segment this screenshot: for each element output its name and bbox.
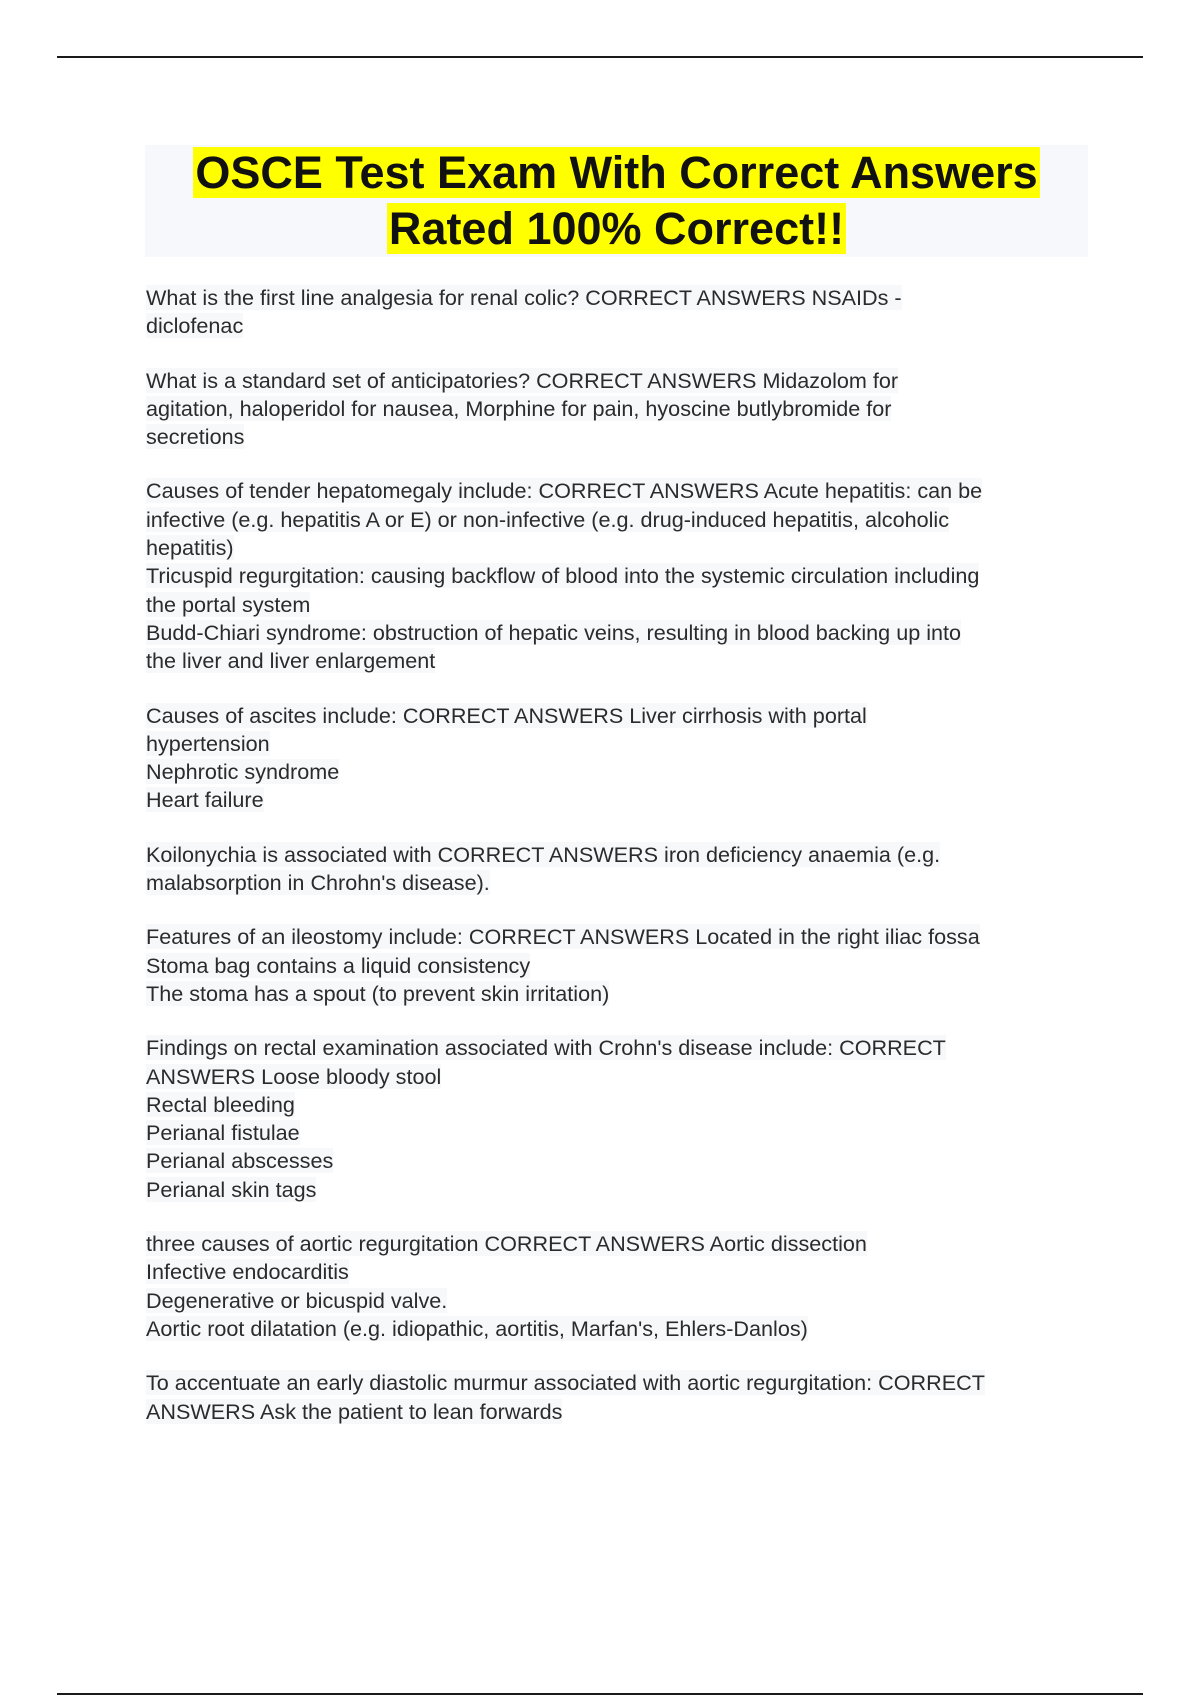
qa-item — [146, 477, 1092, 675]
qa-line — [146, 730, 1092, 758]
qa-line — [146, 395, 1092, 423]
qa-line-text: Stoma bag contains a liquid consistency — [146, 952, 531, 978]
qa-line-text: agitation, haloperidol for nausea, Morphine for pain, hyoscine butlybromide for — [146, 395, 892, 421]
qa-line-text: Degenerative or bicuspid valve. — [146, 1287, 448, 1313]
qa-line-text: Rectal bleeding — [146, 1091, 295, 1117]
qa-line-text: What is the first line analgesia for renal colic? CORRECT ANSWERS NSAIDs - — [146, 285, 902, 310]
qa-line — [146, 1091, 1092, 1119]
qa-line — [146, 1258, 1092, 1286]
qa-line — [146, 619, 1092, 647]
qa-line-text: Heart failure — [146, 787, 264, 813]
qa-item — [146, 702, 1092, 815]
qa-line — [146, 284, 1092, 312]
qa-line-text: secretions — [146, 424, 245, 450]
qa-item — [146, 1369, 1092, 1426]
qa-item — [146, 1034, 1092, 1204]
qa-line — [146, 534, 1092, 562]
qa-line-text: ANSWERS Loose bloody stool — [146, 1063, 442, 1089]
qa-item — [146, 1230, 1092, 1343]
qa-line-text: To accentuate an early diastolic murmur associated with aortic regurgitation: CORRECT — [146, 1370, 985, 1396]
qa-line — [146, 1287, 1092, 1315]
qa-line — [146, 1063, 1092, 1091]
qa-line — [146, 1230, 1092, 1258]
qa-line-text: ANSWERS Ask the patient to lean forwards — [146, 1398, 563, 1424]
qa-line-text: Budd-Chiari syndrome: obstruction of hepatic veins, resulting in blood backing up into — [146, 619, 962, 645]
qa-line — [146, 506, 1092, 534]
qa-line-text: malabsorption in Chrohn's disease). — [146, 870, 490, 896]
qa-line — [146, 312, 1092, 340]
qa-line-text: Causes of tender hepatomegaly include: CORRECT ANSWERS Acute hepatitis: can be — [146, 478, 983, 504]
qa-line — [146, 591, 1092, 619]
qa-line-text: Features of an ileostomy include: CORRECT ANSWERS Located in the right iliac fossa — [146, 924, 980, 950]
qa-line — [146, 1369, 1092, 1397]
qa-list — [146, 284, 1092, 1452]
qa-line-text: Perianal fistulae — [146, 1120, 300, 1146]
qa-item — [146, 841, 1092, 898]
qa-line-text: the portal system — [146, 591, 311, 617]
qa-line-text: Koilonychia is associated with CORRECT ANSWERS iron deficiency anaemia (e.g. — [146, 841, 941, 867]
qa-line-text: Aortic root dilatation (e.g. idiopathic, aortitis, Marfan's, Ehlers-Danlos) — [146, 1315, 808, 1341]
qa-item — [146, 367, 1092, 452]
qa-line-text: The stoma has a spout (to prevent skin irritation) — [146, 980, 610, 1006]
qa-line-text: the liver and liver enlargement — [146, 648, 436, 674]
qa-line — [146, 952, 1092, 980]
qa-line — [146, 477, 1092, 505]
qa-line-text: Infective endocarditis — [146, 1259, 349, 1285]
qa-line-text: hepatitis) — [146, 535, 234, 561]
qa-line-text: Causes of ascites include: CORRECT ANSWERS Liver cirrhosis with portal — [146, 702, 867, 728]
qa-line — [146, 1315, 1092, 1343]
qa-line — [146, 423, 1092, 451]
qa-line-text: hypertension — [146, 730, 270, 756]
qa-line — [146, 758, 1092, 786]
qa-line — [146, 1147, 1092, 1175]
qa-line — [146, 647, 1092, 675]
qa-line — [146, 1034, 1092, 1062]
qa-line — [146, 980, 1092, 1008]
qa-line-text: diclofenac — [146, 313, 244, 339]
qa-line — [146, 702, 1092, 730]
qa-line-text: What is a standard set of anticipatories? CORRECT ANSWERS Midazolom for — [146, 367, 899, 393]
qa-item — [146, 923, 1092, 1008]
qa-line-text: Tricuspid regurgitation: causing backflow of blood into the systemic circulation including — [146, 563, 980, 589]
qa-line-text: three causes of aortic regurgitation CORRECT ANSWERS Aortic dissection — [146, 1231, 867, 1257]
header-rule — [57, 56, 1143, 58]
qa-line — [146, 869, 1092, 897]
qa-item — [146, 284, 1092, 341]
title-line-1: OSCE Test Exam With Correct Answers — [195, 147, 1038, 198]
qa-line-text: Perianal abscesses — [146, 1148, 334, 1174]
qa-line-text: infective (e.g. hepatitis A or E) or non-infective (e.g. drug-induced hepatitis, alcoholic — [146, 506, 950, 532]
qa-line — [146, 841, 1092, 869]
qa-line-text: Nephrotic syndrome — [146, 759, 340, 785]
qa-line — [146, 786, 1092, 814]
qa-line — [146, 1176, 1092, 1204]
title-line-2: Rated 100% Correct!! — [388, 203, 845, 254]
qa-line — [146, 1398, 1092, 1426]
qa-line-text: Perianal skin tags — [146, 1176, 317, 1202]
document-title — [145, 145, 1088, 257]
footer-rule — [57, 1693, 1143, 1695]
qa-line — [146, 562, 1092, 590]
qa-line-text: Findings on rectal examination associated with Crohn's disease include: CORRECT — [146, 1035, 946, 1061]
qa-line — [146, 923, 1092, 951]
qa-line — [146, 367, 1092, 395]
qa-line — [146, 1119, 1092, 1147]
